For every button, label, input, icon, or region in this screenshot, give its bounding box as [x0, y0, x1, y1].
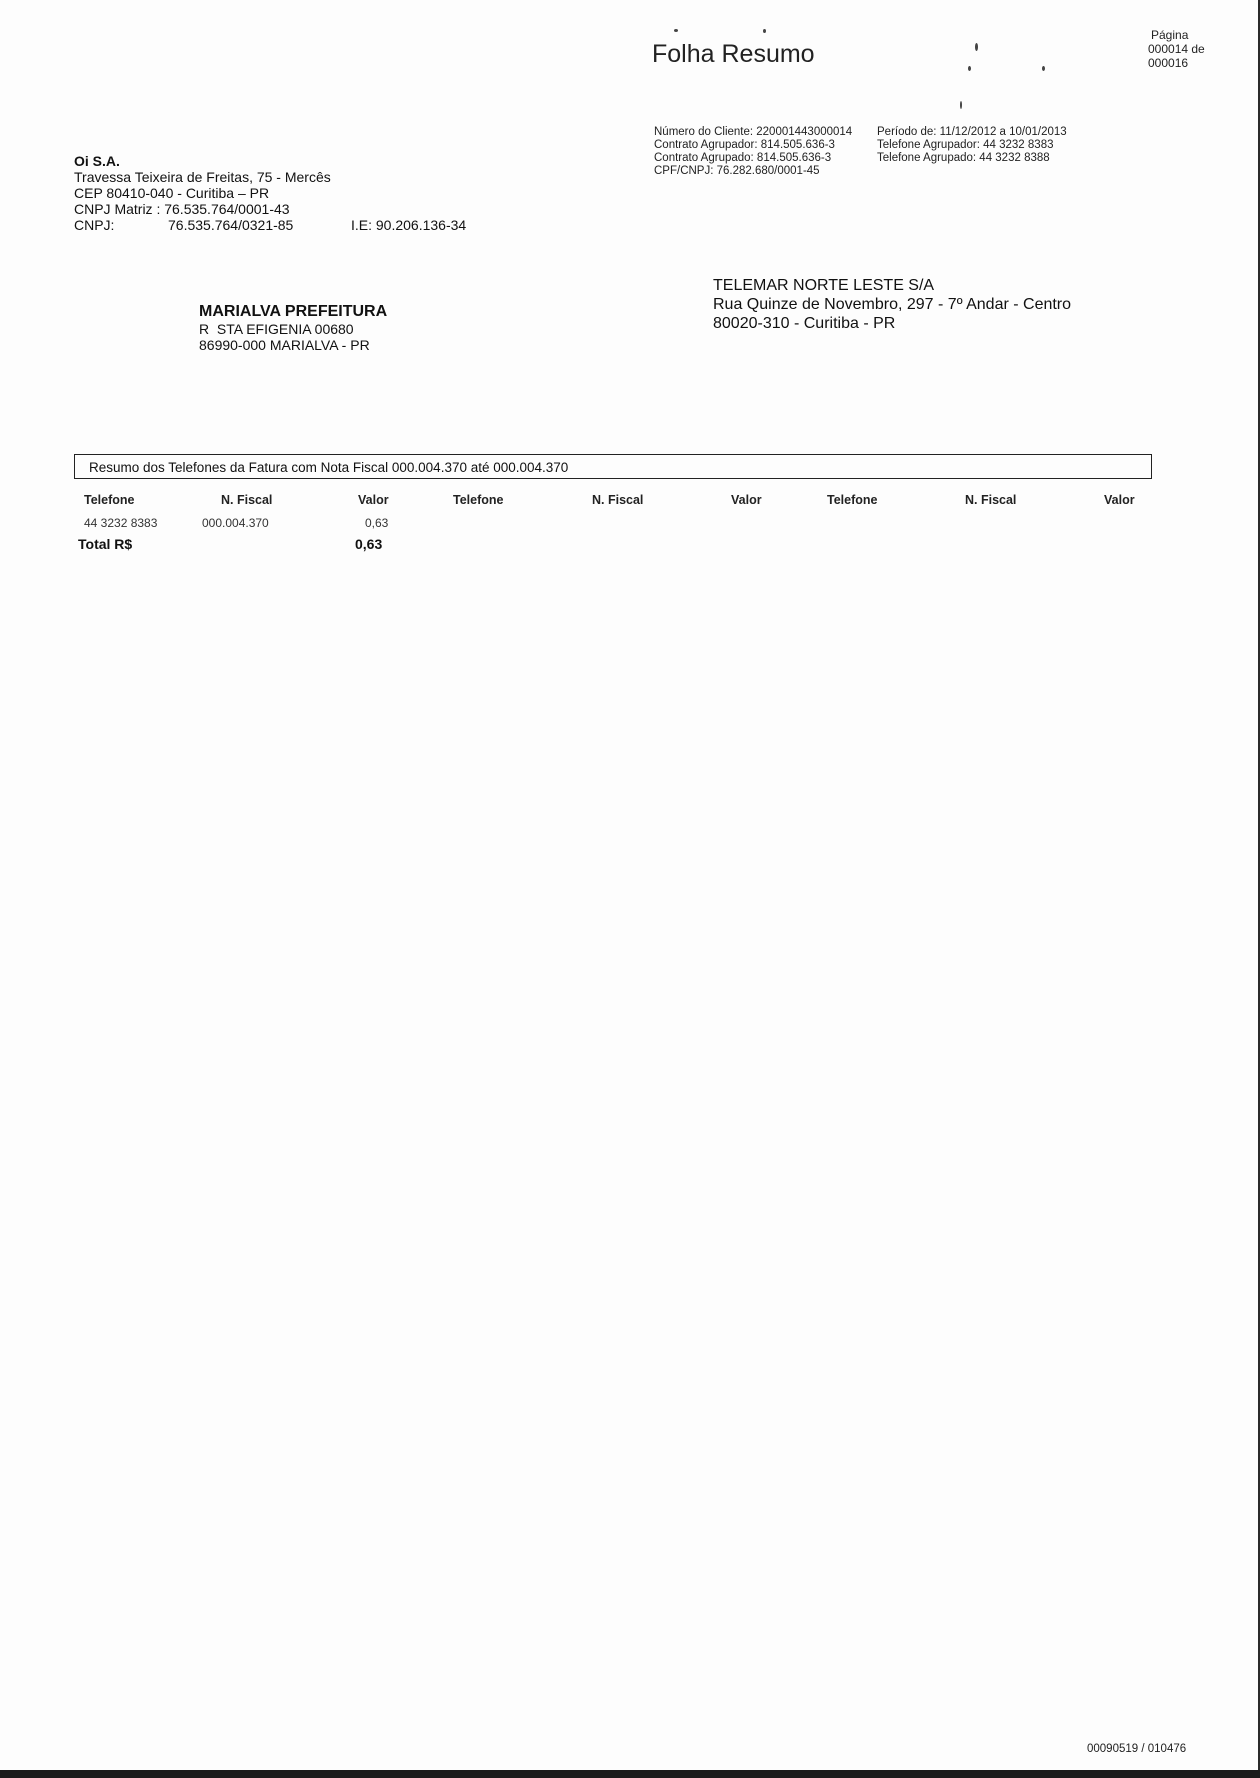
contract-aggregated: Contrato Agrupado: 814.505.636-3	[654, 152, 832, 164]
page-label: Página	[1151, 28, 1189, 42]
company-cnpj-row	[74, 217, 467, 233]
issuer-name: TELEMAR NORTE LESTE S/A	[713, 277, 935, 294]
column-header-telefone-2: Telefone	[453, 493, 504, 507]
recipient-city: 86990-000 MARIALVA - PR	[199, 337, 370, 353]
column-header-nfiscal-2: N. Fiscal	[592, 493, 644, 507]
column-header-nfiscal-3: N. Fiscal	[965, 493, 1017, 507]
column-header-valor-2: Valor	[731, 493, 762, 507]
scan-speck	[763, 29, 766, 33]
summary-title-box: Resumo dos Telefones da Fatura com Nota Fiscal 000.004.370 até 000.004.370	[74, 454, 1152, 479]
company-cep: CEP 80410-040 - Curitiba – PR	[74, 185, 270, 201]
total-label: Total R$	[78, 536, 133, 552]
row-telefone: 44 3232 8383	[84, 516, 158, 530]
cpf-cnpj: CPF/CNPJ: 76.282.680/0001-45	[654, 165, 820, 177]
row-valor: 0,63	[365, 516, 389, 530]
company-name: Oi S.A.	[74, 153, 120, 169]
page-current: 000014 de	[1148, 42, 1205, 56]
column-header-telefone-1: Telefone	[84, 493, 135, 507]
scan-speck	[1042, 66, 1045, 71]
issuer-block	[713, 276, 1071, 333]
scan-speck	[968, 66, 971, 71]
phone-aggregator: Telefone Agrupador: 44 3232 8383	[877, 139, 1054, 151]
company-cnpj-label: CNPJ:	[74, 217, 115, 233]
scan-speck	[960, 101, 962, 109]
issuer-city: 80020-310 - Curitiba - PR	[713, 315, 896, 332]
scan-speck	[674, 29, 678, 32]
page-title: Folha Resumo	[652, 40, 815, 68]
total-value: 0,63	[355, 536, 383, 552]
issuer-street: Rua Quinze de Novembro, 297 - 7º Andar - Centro	[713, 296, 1072, 313]
client-number: Número do Cliente: 220001443000014	[654, 126, 853, 138]
contract-aggregator: Contrato Agrupador: 814.505.636-3	[654, 139, 835, 151]
billing-period: Período de: 11/12/2012 a 10/01/2013	[877, 126, 1067, 138]
company-cnpj-matriz: CNPJ Matriz : 76.535.764/0001-43	[74, 201, 290, 217]
scan-speck	[975, 43, 978, 51]
company-cnpj-value: 76.535.764/0321-85	[168, 217, 294, 233]
company-ie: I.E: 90.206.136-34	[351, 217, 467, 233]
page-counter	[1148, 28, 1205, 70]
recipient-name: MARIALVA PREFEITURA	[199, 303, 388, 320]
client-info-block	[654, 126, 852, 178]
company-block	[74, 153, 467, 233]
row-nota-fiscal: 000.004.370	[202, 516, 269, 530]
column-header-valor-3: Valor	[1104, 493, 1135, 507]
column-header-valor-1: Valor	[358, 493, 389, 507]
footer-code: 00090519 / 010476	[1087, 1743, 1187, 1755]
phone-aggregated: Telefone Agrupado: 44 3232 8388	[877, 152, 1050, 164]
recipient-street: R STA EFIGENIA 00680	[199, 321, 354, 337]
period-info-block	[877, 126, 1067, 165]
company-address: Travessa Teixeira de Freitas, 75 - Mercês	[74, 169, 331, 185]
column-header-nfiscal-1: N. Fiscal	[221, 493, 273, 507]
column-header-telefone-3: Telefone	[827, 493, 878, 507]
page-total: 000016	[1148, 56, 1189, 70]
recipient-block	[199, 302, 387, 353]
